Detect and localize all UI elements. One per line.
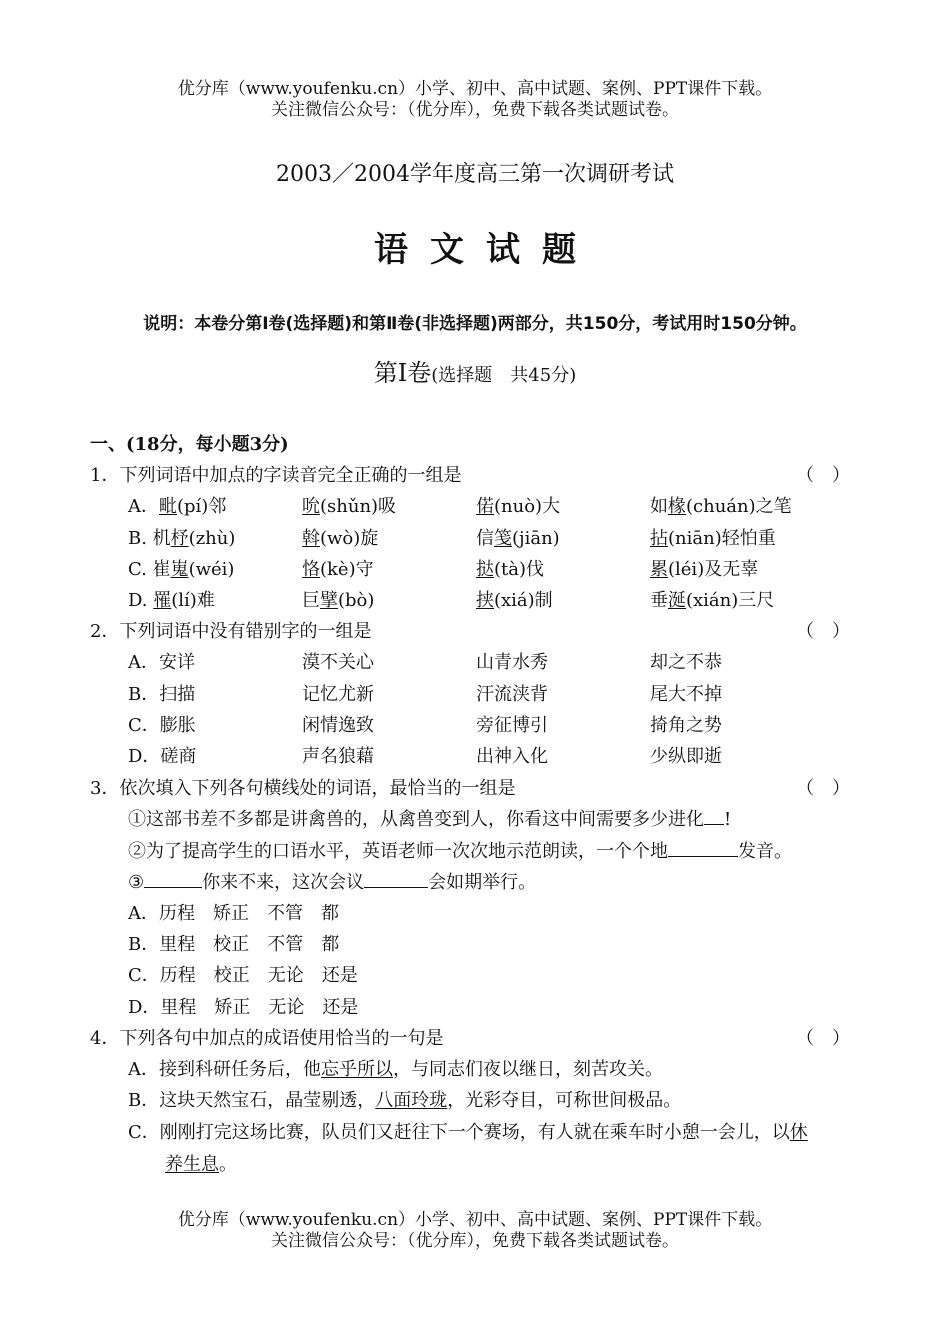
underlined-idiom: 八面玲珑 [375,1090,448,1111]
q1-option-cell: 如椽(chuán)之笔 [650,496,792,517]
q2-option-cell: D．磋商 [128,746,197,767]
q1-option-cell: 挞(tà)伐 [476,559,545,580]
q3-option-a: A．历程 矫正 不管 都 [128,903,339,924]
dotted-char: 涎 [668,590,686,611]
footer-line-2: 关注微信公众号：（优分库），免费下载各类试题试卷。 [271,1231,679,1251]
q2-option-cell: 记忆尤新 [302,684,374,705]
dotted-char: 擘 [320,590,338,611]
underlined-idiom: 忘乎所以 [321,1059,393,1080]
q1-option-cell: 垂涎(xián)三尺 [650,590,775,611]
q1-option-cell: C. 崔嵬(wéi) [128,559,235,580]
q2-option-cell: 尾大不掉 [650,684,722,705]
q3-option-c: C．历程 校正 无论 还是 [128,965,358,986]
q1-option-cell: 斡(wò)旋 [302,528,379,549]
q1-option-cell: 信笺(jiān) [476,528,560,549]
question-2-stem: 2．下列词语中没有错别字的一组是 [90,621,372,642]
dotted-char: 嵬 [170,559,189,580]
volume-desc: (选择题 共45分) [431,365,577,386]
dotted-char: 挟 [476,590,494,611]
q2-option-cell: A．安详 [128,652,195,673]
q2-option-cell: 闲情逸致 [302,715,374,736]
q1-option-cell: 挟(xiá)制 [476,590,553,611]
header-line-2: 关注微信公众号：（优分库），免费下载各类试题试卷。 [271,100,679,120]
volume-label: 第Ⅰ卷 [373,359,432,387]
dotted-char: 拈 [650,528,668,549]
dotted-char: 椽 [668,496,686,517]
exam-title: 2003／2004学年度高三第一次调研考试 [276,162,674,187]
q3-option-d: D．里程 矫正 无论 还是 [128,997,359,1018]
q2-option-cell: 却之不恭 [650,652,722,673]
q3-sentence-1: ①这部书差不多都是讲禽兽的，从禽兽变到人，你看这中间需要多少进化 ! [128,809,732,830]
q2-option-cell: 声名狼藉 [302,746,374,767]
fill-blank [704,808,724,825]
q3-sentence-3: ③ 你来不来，这次会议 会如期举行。 [128,872,537,893]
footer-line-1: 优分库（www.youfenku.cn）小学、初中、高中试题、案例、PPT课件下载。 [177,1210,773,1230]
q2-option-cell: B．扫描 [128,684,196,705]
dotted-char: 累 [650,559,668,580]
q2-option-cell: 掎角之势 [650,715,722,736]
answer-paren-3: （ ） [796,778,850,799]
exam-note: 说明：本卷分第Ⅰ卷(选择题)和第Ⅱ卷(非选择题)两部分，共150分，考试用时150分钟。 [143,314,807,334]
q2-option-cell: 出神入化 [476,746,548,767]
q4-option-b: B．这块天然宝石，晶莹剔透，八面玲珑，光彩夺目，可称世间极品。 [128,1090,682,1111]
dotted-char: 偌 [476,496,494,517]
answer-paren-1: （ ） [796,465,850,486]
fill-blank [144,871,202,888]
underlined-idiom: 养生息 [165,1154,219,1175]
answer-paren-4: （ ） [796,1028,850,1049]
dotted-char: 斡 [302,528,320,549]
q1-option-cell: 恪(kè)守 [302,559,374,580]
section-heading: 一、(18分，每小题3分) [90,434,289,455]
volume-heading [0,353,950,388]
fill-blank [668,840,738,857]
q1-option-cell: 拈(niān)轻怕重 [650,528,776,549]
q2-option-cell: 漠不关心 [302,652,374,673]
q2-option-cell: 少纵即逝 [650,746,722,767]
q1-option-cell: 巨擘(bò) [302,590,375,611]
underlined-idiom: 休 [789,1122,808,1143]
q3-option-b: B．里程 校正 不管 都 [128,934,340,955]
q2-option-cell: 汗流浃背 [476,684,548,705]
subject-title: 语文试题 [374,230,598,270]
q4-option-a: A．接到科研任务后，他忘乎所以，与同志们夜以继日，刻苦攻关。 [128,1059,663,1080]
dotted-char: 吮 [302,496,320,517]
question-4-stem: 4．下列各句中加点的成语使用恰当的一句是 [90,1028,444,1049]
q1-option-cell: 吮(shǔn)吸 [302,496,397,517]
dotted-char: 挞 [476,559,494,580]
q1-option-cell: B. 机杼(zhù) [128,528,236,549]
q4-option-c: C．刚刚打完这场比赛，队员们又赶往下一个赛场，有人就在乘车时小憩一会儿，以休 [128,1122,808,1143]
dotted-char: 恪 [302,559,320,580]
header-line-1: 优分库（www.youfenku.cn）小学、初中、高中试题、案例、PPT课件下载。 [177,79,773,99]
question-1-stem: 1．下列词语中加点的字读音完全正确的一组是 [90,465,462,486]
q1-option-cell: A．毗(pí)邻 [128,496,227,517]
q2-option-cell: 旁征博引 [476,715,548,736]
dotted-char: 毗 [159,496,177,517]
q2-option-cell: 山青水秀 [476,652,548,673]
dotted-char: 杼 [170,528,189,549]
q1-option-cell: 偌(nuò)大 [476,496,561,517]
q1-option-cell: 累(léi)及无辜 [650,559,759,580]
q1-option-cell: D. 罹(lí)难 [128,590,215,611]
q4-option-c-continued: 养生息。 [165,1154,237,1175]
q2-option-cell: C．膨胀 [128,715,196,736]
answer-paren-2: （ ） [796,621,850,642]
question-3-stem: 3．依次填入下列各句横线处的词语，最恰当的一组是 [90,778,516,799]
fill-blank [364,871,428,888]
dotted-char: 罹 [153,590,172,611]
q3-sentence-2: ②为了提高学生的口语水平，英语老师一次次地示范朗读，一个个地 发音。 [128,841,792,862]
dotted-char: 笺 [494,528,512,549]
